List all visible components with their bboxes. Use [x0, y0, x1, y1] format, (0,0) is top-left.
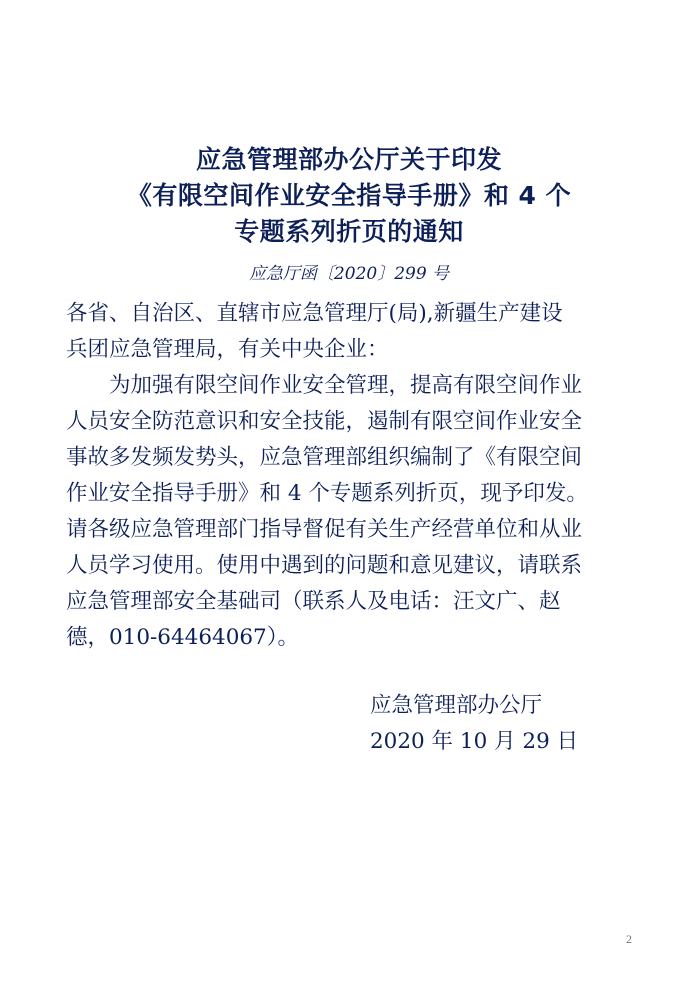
document-title — [0, 142, 698, 250]
addressee-line-2: 兵团应急管理局，有关中央企业： — [66, 337, 389, 362]
title-line-2: 《有限空间作业安全指导手册》和 4 个 — [126, 181, 572, 210]
title-line-1: 应急管理部办公厅关于印发 — [195, 145, 502, 174]
body-line-4: 作业安全指导手册》和 4 个专题系列折页，现予印发。 — [66, 481, 588, 506]
addressee-line-1: 各省、自治区、直辖市应急管理厅(局),新疆生产建设 — [66, 301, 563, 326]
signature-block — [370, 688, 578, 760]
body-line-1: 为加强有限空间作业安全管理，提高有限空间作业 — [109, 373, 583, 398]
issue-date: 2020 年 10 月 29 日 — [370, 729, 579, 754]
body-line-8: 德，010-64464067）。 — [66, 625, 299, 650]
body-line-5: 请各级应急管理部门指导督促有关生产经营单位和从业 — [66, 517, 583, 542]
issuer-name: 应急管理部办公厅 — [370, 693, 543, 718]
body-line-2: 人员安全防范意识和安全技能，遏制有限空间作业安全 — [66, 409, 583, 434]
document-number: 应急厅函〔2020〕299 号 — [248, 264, 450, 284]
body-line-6: 人员学习使用。使用中遇到的问题和意见建议，请联系 — [66, 553, 583, 578]
body-line-3: 事故多发频发势头，应急管理部组织编制了《有限空间 — [66, 445, 583, 470]
title-line-3: 专题系列折页的通知 — [234, 217, 464, 246]
document-body — [66, 296, 646, 656]
body-line-7: 应急管理部安全基础司（联系人及电话：汪文广、赵 — [66, 589, 561, 614]
page-number: 2 — [626, 932, 632, 946]
